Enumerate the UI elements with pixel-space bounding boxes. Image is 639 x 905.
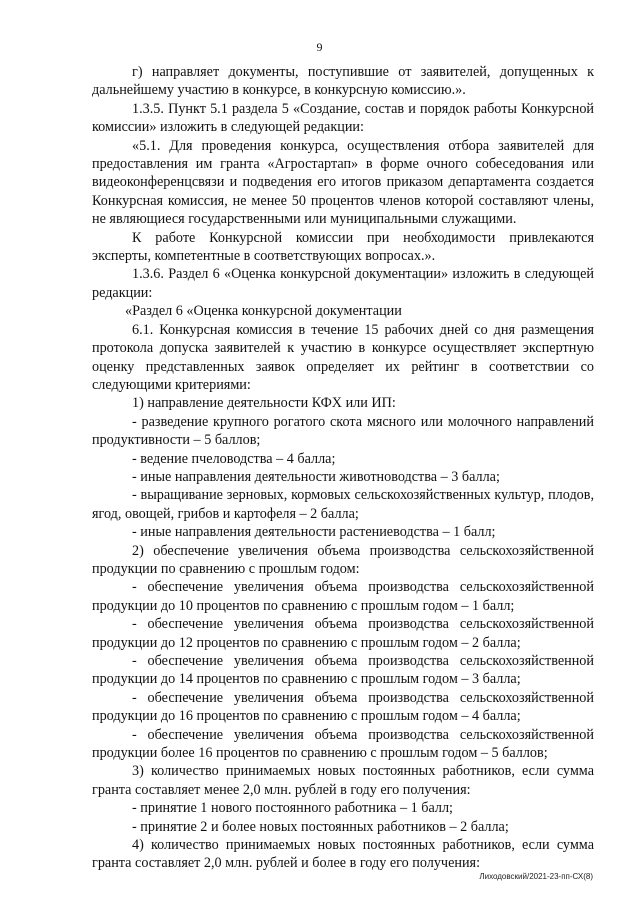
paragraph: К работе Конкурсной комиссии при необходимости привлекаются эксперты, компетентные в соответствующих вопросах.».: [92, 229, 594, 265]
page-number: 9: [316, 40, 323, 54]
list-item: - выращивание зерновых, кормовых сельскохозяйственных культур, плодов, ягод, овощей, грибов и картофеля – 2 балла;: [92, 487, 594, 522]
criterion-heading: 2) обеспечение увеличения объема производства сельскохозяйственной продукции по сравнению с прошлым годом:: [92, 542, 594, 577]
list-item: - разведение крупного рогатого скота мясного или молочного направлений продуктивности – 5 баллов;: [92, 413, 594, 449]
criterion-heading: 3) количество принимаемых новых постоянных работников, если сумма гранта составляет менее 2,0 млн. рублей в году его получения:: [92, 763, 594, 798]
list-item: - обеспечение увеличения объема производства сельскохозяйственной продукции до 12 процентов по сравнению с прошлым годом – 2 балла;: [92, 616, 594, 651]
paragraph: г) направляет документы, поступившие от заявителей, допущенных к дальнейшему участию в конкурсе, в конкурсную комиссию.».: [92, 64, 594, 99]
list-item: - принятие 1 нового постоянного работника – 1 балл;: [132, 800, 453, 817]
section-heading: «Раздел 6 «Оценка конкурсной документации: [125, 303, 402, 320]
list-item: - ведение пчеловодства – 4 балла;: [132, 450, 336, 467]
list-item: - обеспечение увеличения объема производства сельскохозяйственной продукции более 16 процентов по сравнению с прошлым годом – 5 баллов;: [92, 726, 594, 762]
list-item: - обеспечение увеличения объема производства сельскохозяйственной продукции до 14 процентов по сравнению с прошлым годом – 3 балла;: [92, 653, 594, 688]
list-item: - обеспечение увеличения объема производства сельскохозяйственной продукции до 10 процентов по сравнению с прошлым годом – 1 балл;: [92, 579, 594, 614]
list-item: - иные направления деятельности растениеводства – 1 балл;: [132, 524, 496, 541]
document-body: [92, 63, 594, 873]
list-item: - принятие 2 и более новых постоянных работников – 2 балла;: [132, 818, 509, 835]
list-item: - иные направления деятельности животноводства – 3 балла;: [132, 468, 500, 485]
criterion-heading: 1) направление деятельности КФХ или ИП:: [132, 395, 396, 412]
criterion-heading: 4) количество принимаемых новых постоянных работников, если сумма гранта составляет 2,0 млн. рублей и более в году его получения:: [92, 837, 594, 872]
document-footer-code: Лиходовский/2021-23-пп-СХ(8): [479, 872, 593, 881]
paragraph: «5.1. Для проведения конкурса, осуществления отбора заявителей для предоставления им гранта «Агростартап» в форме очного собеседования или видеоконференцсвязи и подведения его итогов приказом департамента создается Конкурсная комиссия, не менее 50 процентов членов которой составляют члены, не являющиеся государственными или муниципальными служащими.: [92, 137, 594, 228]
paragraph: 1.3.5. Пункт 5.1 раздела 5 «Создание, состав и порядок работы Конкурсной комиссии» изложить в следующей редакции:: [92, 100, 594, 136]
paragraph: 1.3.6. Раздел 6 «Оценка конкурсной документации» изложить в следующей редакции:: [92, 266, 594, 301]
list-item: - обеспечение увеличения объема производства сельскохозяйственной продукции до 16 процентов по сравнению с прошлым годом – 4 балла;: [92, 689, 594, 725]
paragraph: 6.1. Конкурсная комиссия в течение 15 рабочих дней со дня размещения протокола допуска заявителей к участию в конкурсе осуществляет экспертную оценку представленных заявок определяет их рейтинг в соответствии со следующими критериями:: [92, 321, 594, 393]
